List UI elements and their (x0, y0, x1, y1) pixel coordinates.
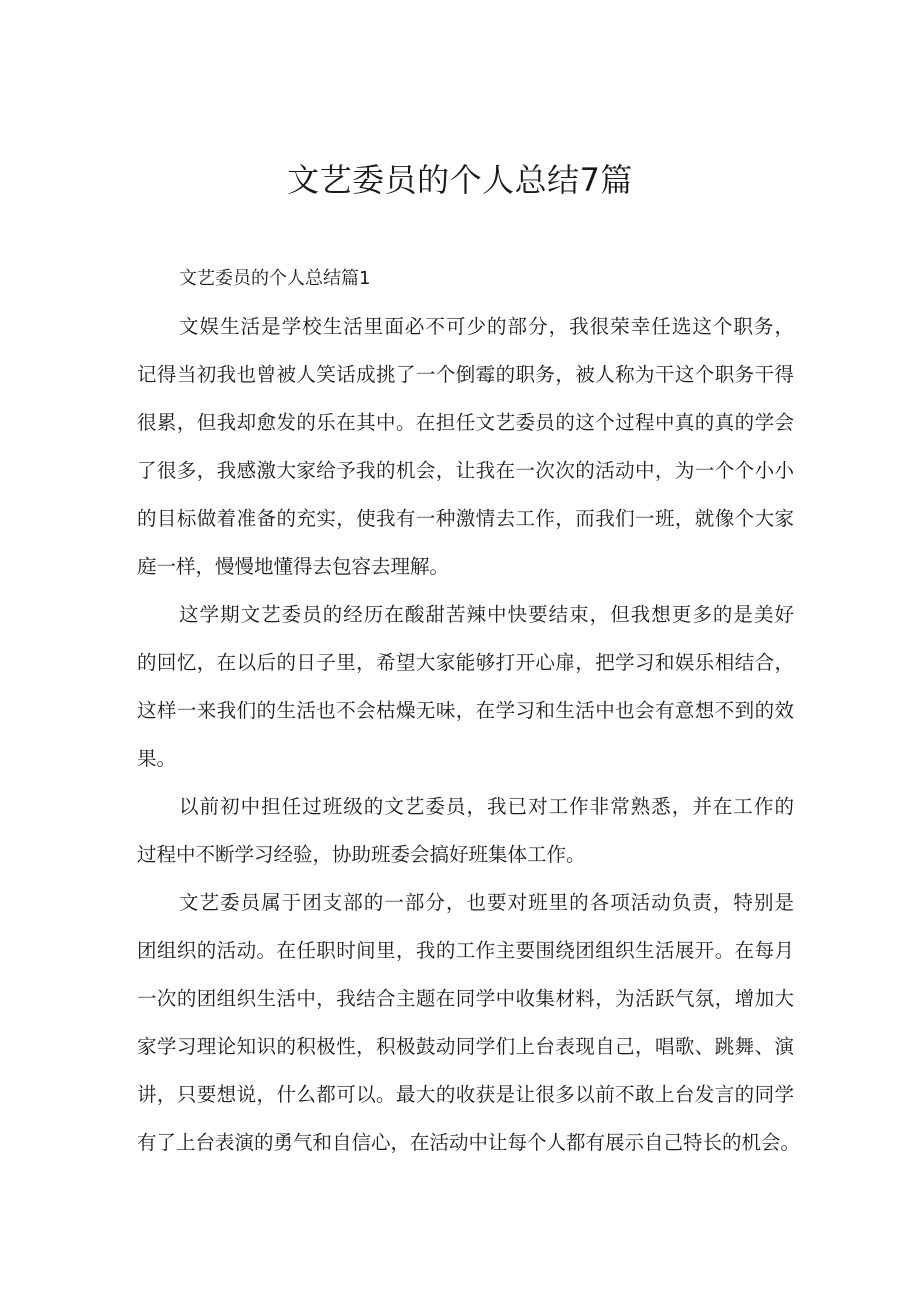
paragraph-line: 讲，只要想说，什么都可以。最大的收获是让很多以前不敢上台发言的同学 (137, 1083, 794, 1106)
paragraph-line: 过程中不断学习经验，协助班委会搞好班集体工作。 (137, 843, 586, 866)
paragraph-line: 庭一样，慢慢地懂得去包容去理解。 (137, 555, 450, 578)
paragraph-line: 的回忆，在以后的日子里，希望大家能够打开心扉，把学习和娱乐相结合， (137, 651, 794, 674)
paragraph-line: 团组织的活动。在任职时间里，我的工作主要围绕团组织生活展开。在每月 (137, 939, 794, 962)
paragraph-line: 的目标做着准备的充实，使我有一种激情去工作，而我们一班，就像个大家 (137, 507, 794, 530)
paragraph-4 (137, 879, 801, 1167)
document-body (137, 255, 801, 1167)
paragraph-line: 家学习理论知识的积极性，积极鼓动同学们上台表现自己，唱歌、跳舞、演 (137, 1035, 794, 1058)
section-heading: 文艺委员的个人总结篇1 (179, 268, 371, 289)
paragraph-line: 文艺委员属于团支部的一部分，也要对班里的各项活动负责，特别是 (179, 891, 794, 914)
paragraph-1 (137, 303, 794, 591)
paragraph-line: 这学期文艺委员的经历在酸甜苦辣中快要结束，但我想更多的是美好 (179, 603, 794, 626)
paragraph-line: 这样一来我们的生活也不会枯燥无味，在学习和生活中也会有意想不到的效 (137, 699, 794, 722)
document-title: 文艺委员的个人总结7篇 (287, 161, 633, 199)
paragraph-line: 了很多，我感激大家给予我的机会，让我在一次次的活动中，为一个个小小 (137, 459, 794, 482)
paragraph-line: 很累，但我却愈发的乐在其中。在担任文艺委员的这个过程中真的真的学会 (137, 411, 794, 434)
paragraph-line: 果。 (137, 747, 177, 770)
paragraph-line: 文娱生活是学校生活里面必不可少的部分，我很荣幸任选这个职务， (179, 315, 794, 338)
paragraph-line: 有了上台表演的勇气和自信心，在活动中让每个人都有展示自己特长的机会。 (137, 1131, 801, 1154)
paragraph-3 (137, 783, 794, 879)
paragraph-line: 以前初中担任过班级的文艺委员，我已对工作非常熟悉，并在工作的 (179, 795, 794, 818)
paragraph-2 (137, 591, 794, 783)
paragraph-line: 一次的团组织生活中，我结合主题在同学中收集材料，为活跃气氛，增加大 (137, 987, 794, 1010)
paragraph-line: 记得当初我也曾被人笑话成挑了一个倒霉的职务，被人称为干这个职务干得 (137, 363, 794, 386)
